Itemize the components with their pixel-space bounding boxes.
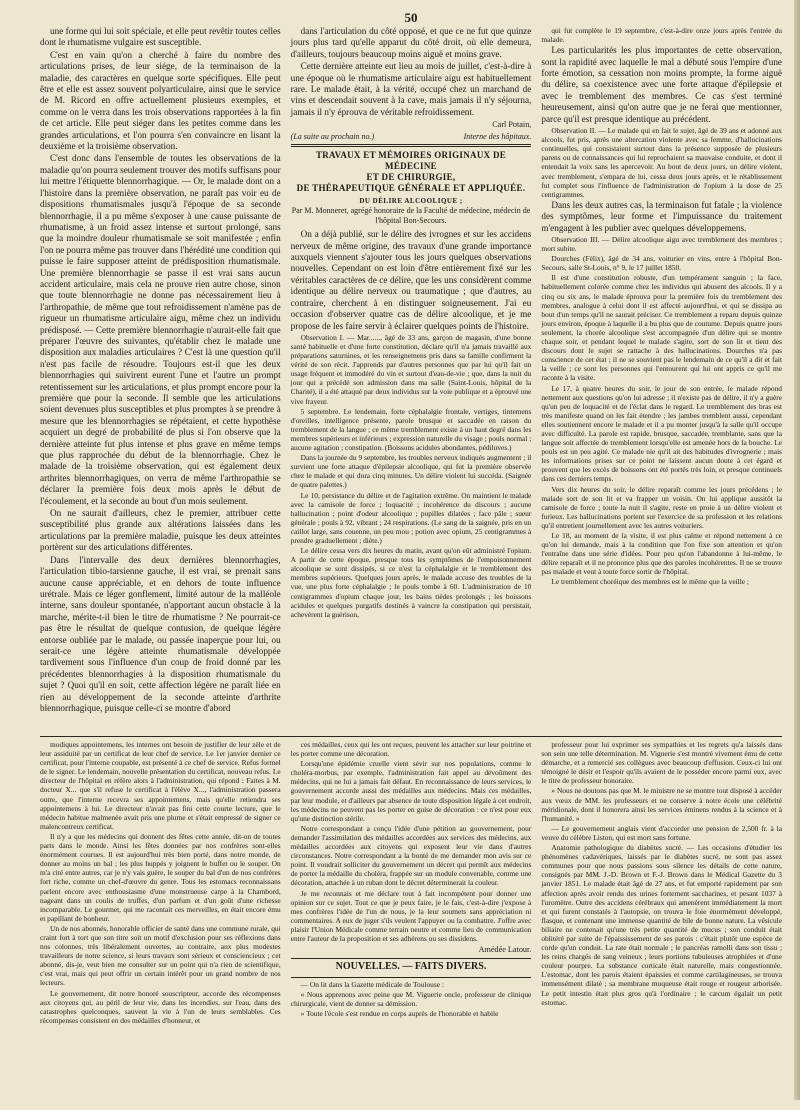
col2-top-text — [291, 26, 532, 118]
article-title: DU DÉLIRE ALCOOLIQUE ; — [359, 197, 463, 206]
paragraph: « Nous apprenons avec peine que M. Viguerie oncle, professeur de clinique chirurgicale, vient de donner sa démission. — [290, 990, 532, 1009]
paragraph: Les particularités les plus importantes de cette observation, sont la rapidité avec laquelle le mal a débuté sous l'empire d'une forte émotion, sa cessation non moins prompte, la forme aiguë du délire, sa coexistence avec une forte attaque d'épilepsie et avec le tremblement des membres. Ce cas s'est terminé heureusement, ainsi qu'on autre que je ne ferai que mentionner, parce qu'il est presque identique au précédent. — [541, 45, 782, 124]
paragraph: On a déjà publié, sur le délire des ivrognes et sur les accidens nerveux de même origine, des travaux d'une grande importance auxquels viennent s'ajouter tous les jours quelques observations nouvelles. Cependant on est loin d'être entièrement fixé sur les véritables caractères de ce délire, que les uns considèrent comme identique au délire nerveux ou traumatique ; que d'autres, au contraire, cherchent à en distinguer soigneusement. J'ai eu occasion d'observer quatre cas de délire alcoolique, et je me propose de les faire servir à éclairer quelques points de l'histoire. — [290, 229, 532, 331]
col3-text-c — [541, 126, 782, 199]
paragraph: Le 18, au moment de la visite, il est plus calme et répond nettement à ce qu'on lui demande, mais à la condition que l'on fixe son attention et qu'on l'entraîne dans une série d'idées. Pour peu qu'on l'abandonne à lui-même, le délire reparaît et il ne prononce plus que des paroles incohérentes. Il ne se trouve pas malade et veut à toute force sortir de l'hôpital. — [541, 531, 782, 577]
paragraph: Dans la journée du 9 septembre, les troubles nerveux indiqués augmentent ; il survient une forte attaque d'épilepsie alcoolique, qui fut la première observée chez le malade et qui dura cinq minutes. Un délire violent lui succéda. (Saignée de quatre palettes.) — [290, 453, 532, 490]
paragraph: professeur pour lui exprimer ses sympathies et les regrets qu'a laissés dans son sein une telle détermination. M. Viguerie s'est montré vivement ému de cette démarche, et a remercié ses collègues avec beaucoup d'effusion. Ceux-ci lui ont témoigné le désir et l'espoir qu'ils avaient de le posséder encore parmi eux, avec le titre de professeur honoraire. — [541, 740, 782, 786]
paragraph: » Nous ne doutons pas que M. le ministre ne se montre tout disposé à accéder aux vœux de MM. les professeurs et ne conserve à notre école une célébrité méridionale, dont il honorera ainsi les services éminens rendus à la science et à l'humanité. » — [541, 786, 782, 823]
paragraph: Je me reconnais et me déclare tout à fait incompétent pour donner une opinion sur ce sujet. Tout ce que je peux faire, je le fais, c'est-à-dire j'expose à mes confrères l'idée de l'un de nous, je la leur soumets sans appréciation ni commentaires. A eux de juger s'ils veulent l'appuyer ou la combattre. J'offre avec plaisir l'Union Médicale comme terrain neutre et comme lieu de communication entre l'auteur de la proposition et ses adhérens ou ses dissidens. — [290, 888, 532, 943]
col3-text-e — [541, 235, 782, 587]
paragraph: modiques appointemens, les internes ont besoin de justifier de leur zèle et de leur assiduité par un certificat de leur chef de service. Le 1er janvier dernier ce certificat, pour l'interne coupable, est présenté à ce chef de service. Refus formel de le signer. Le lendemain, nouvelle présentation du certificat, nouveau refus. Le directeur de l'hôpital en réfère alors à l'administration, qui répond : Faites à M. docteur X... que s'il refuse le certificat à l'élève X..., l'administration passera outre, que l'interne recevra ses appointemens, mais qu'elle retiendra ses appointemens à lui. Le directeur n'avait pas fini cette courte lecture, que le médecin habitue malmenée avait pris une plume et s'était empressé de signer ce malencontreux certificat. — [40, 740, 281, 831]
paragraph: — Le gouvernement anglais vient d'accorder une pension de 2,500 fr. à la veuve du célèbre Liston, qui est mort sans fortune. — [541, 823, 782, 842]
section-title-3: DE THÉRAPEUTIQUE GÉNÉRALE ET APPLIQUÉE. — [296, 183, 526, 194]
page-number: 50 — [404, 10, 418, 25]
news-divider-2 — [291, 977, 532, 978]
paragraph: C'est donc dans l'ensemble de toutes les observations de la maladie qu'on pourra seulement trouver des motifs suffisans pour lui mettre l'étiquette blennorrhagique. — Or, le malade dont on a l'histoire dans la première observation, ne paraît pas voir eu de dispositions rhumatismales jusqu'à l'époque de sa seconde blennorrhagie, il a pu même s'exposer à une cause puissante de rhumatisme, à un froid assez intense et surtout prolongé, sans que la moindre douleur rhumatismale se soit manifestée ; enfin l'on ne pourra même pas trouver dans l'hérédité une condition qui puisse le faire supposer atteint de prédisposition rhumatismale. Une première blennorrhagie se passe il est vrai sans aucun accident articulaire, mais cela ne prouve rien autre chose, sinon que toute blennorrhagie ne donne pas nécessairement lieu à l'arthropathie, de même que tout refroidissement n'amène pas de rigueur un rhumatisme articulaire aigu, même chez un individu prédisposé. — Cette première blennorrhagie n'aurait-elle fait que préparer l'œuvre des suivantes, qu'établir chez le malade une disposition aux maladies articulaires ? C'est là une question qu'il n'est pas facile de résoudre. Toujours est-il que les deux blennorrhagies qui suivirent eurent l'une et l'autre un prompt retentissement sur les articulations, et plus prompt encore pour la première que pour la seconde. Il semble que les articulations soient devenues plus susceptibles et plus promptes à se prendre à mesure que les blennorrhagies se répétaient, et cette hypothèse acquiert un degré de probabilité de plus si l'on observe que la dernière atteinte fut plus intense et plus grave en même temps que plus rapprochée du début de la blennorrhagie. Chez le malade de la troisième observation, qui est également deux arthrites blennorrhagiques, on verra de même l'arthropathie se déclarer la première fois deux mois après le début de l'écoulement, et la seconde au bout d'un mois seulement. — [40, 153, 281, 506]
section-divider — [291, 144, 532, 147]
paragraph: Notre correspondant a conçu l'idée d'une pétition au gouvernement, pour demander l'assimilation des médailles accordées aux services des médecins, aux médailles accordées aux citoyens qui exposent leur vie dans d'autres circonstances. Notre correspondant a la bonté de me demander mon avis sur ce point. Il voudrait solliciter du gouvernement un décret qui permît aux médecins de porter la médaille du choléra, frappée sur un module convenable, comme une décoration, attachée à un ruban dont le décret déterminerait la couleur. — [290, 823, 532, 888]
bottom-column-2 — [291, 740, 532, 1110]
paragraph: Le 10, persistance du délire et de l'agitation extrême. On maintient le malade avec la camisole de force ; loquacité ; incohérence du discours ; aucune hallucination ; point d'odeur alcoolique ; pupilles dilatées ; face pâle ; sueur générale ; pouls à 92, vibrant ; 24 respirations. (Le sang de la saignée, pris en un caillot large, sans couenne, un peu mou ; potion avec opium, 25 centigrammes à prendre graduellement ; diète.) — [290, 490, 532, 545]
article-byline: Par M. Monneret, agrégé honoraire de la Faculté de médecine, médecin de l'hôpital Bon-Secours. — [291, 206, 531, 226]
paragraph: Il n'y a que les médecins qui donnent des fêtes cette année, dit-on de toutes parts dans le monde. Ainsi les fêtes données par nos confrères sont-elles énormément courues. Il est aujourd'hui très bien porté, dans notre monde, de donner au moins un bal ; les plus huppés y joignent le buffet ou le souper. On m'a cité entre autres, car je n'y vais guère, le souper du bal d'un de nos confrères fort riche, comme un chef-d'œuvre du genre. Tous les estomacs reconnaissans parlent encore avec enthousiasme d'une monstrueuse carpe à la Chambord, nageant dans un coulis de truffes, d'un parfum et d'un goût d'une richesse incomparable. Le gourmet, qui me racontait ces merveilles, en était encore ému et papillant de bonheur. — [40, 831, 281, 923]
paragraph: Dans l'intervalle des deux dernières blennorrhagies, l'articulation tibio-tarsienne gauche, il est vrai, se prenait sans aucune cause appréciable, et en dehors de toute influence urétrale. Mais ce léger gonflement, limité autour de la malléole interne, sans douleur spontanée, n'apportant aucun obstacle à la marche, mérite-t-il bien le titre de rhumatisme ? Ne pourrait-ce pas être le résultat de quelque contusion, de quelque légère entorse oubliée par le malade, ou passée inaperçue pour lui, ou serait-ce une légère atteinte rhumatismale développée tardivement sous l'influence d'un coup de froid donné par les précédentes blennorrhagies à la disposition rhumatismale du sujet ? Quoi qu'il en soit, cette affection légère ne paraît liée en rien au développement de la seconde atteinte d'arthrite blennorrhagique, puisque celle-ci se montre d'abord — [40, 554, 281, 713]
paragraph: Vers dix heures du soir, le délire reparaît comme les jours précédens ; le malade sort de son lit et va frapper un voisin. On lui applique aussitôt la camisole de force ; toute la nuit il s'agite, reste en proie à un délire violent et furieux. Les hallucinations portent sur l'exercice de sa profession et les relations qu'il entretient journellement avec les autres voituriers. — [541, 484, 782, 530]
col2-observation-text — [291, 333, 532, 619]
paragraph: Le tremblement choréique des membres est le même que la veille ; — [551, 577, 749, 587]
paragraph: Cette dernière atteinte eut lieu au mois de juillet, c'est-à-dire à une époque où le rhumatisme articulaire aigu est habituellement rare. Le malade était, à la vérité, occupé chez un marchand de vins et descendait souvent à la cave, mais jamais il n'y séjourna, jamais il n'y éprouva de véritable refroidissement. — [290, 61, 532, 117]
suite-note: (La suite au prochain no.) — [290, 132, 375, 142]
paragraph: — On lit dans la Gazette médicale de Toulouse : — [300, 980, 444, 990]
paragraph: ces médailles, ceux qui les ont reçues, peuvent les attacher sur leur poitrine et les porter comme une décoration. — [290, 740, 532, 759]
col2-body-text — [291, 229, 532, 332]
column-3 — [541, 26, 782, 734]
paragraph: Il est d'une constitution robuste, d'un tempérament sanguin ; la face, habituellement colorée comme chez les individus qui abusent des alcools. Il y a cinq ou six ans, le malade éprouva pour la première fois du tremblement des membres, analogue à celui dont il est affecté aujourd'hui, et qui se dissipa au bout d'un temps qu'il ne saurait préciser. Ce tremblement a reparu depuis quinze jours environ, époque à laquelle il a bu plus que de coutume. Depuis quatre jours seulement, la chorée alcoolique s'est accompagnée d'un délire qui se montre chaque soir, et pendant lequel le malade s'agite, sort de son lit et tient des discours dont le sujet se rattache à des hallucinations. Dourches n'a pas conscience de cet état ; il ne se souvient pas le lendemain de ce qu'il a dit et fait la veille ; ce sont les personnes qui l'entourent qui lui ont appris ce qu'il me raconte à la visite. — [541, 273, 782, 383]
col3-text-b — [541, 45, 782, 125]
paragraph: Observation II. — Le malade qui en fait le sujet, âgé de 39 ans et adonné aux alcools, fut pris, après une altercation violente avec sa femme, d'hallucinations continuelles, qui consistaient surtout dans la présence supposée de plusieurs parens ou de connaissances qui lui reprochaient sa mauvaise conduite, et dont il entendait la voix sans les apercevoir. Au bout de deux jours, un délire violent, avec tremblement, s'empara de lui, cessa deux jours après, et le rétablissement fut complet sous l'influence de l'administration de l'opium à la dose de 25 centigrammes. — [541, 126, 782, 199]
paragraph: On ne saurait d'ailleurs, chez le premier, attribuer cette susceptibilité plus grande aux altérations laissées dans les articulations par la première maladie, puisque les deux atteintes portèrent sur des articulations différentes. — [40, 508, 281, 553]
paragraph: qui fut complète le 19 septembre, c'est-à-dire onze jours après l'entrée du malade. — [541, 26, 782, 45]
column-1 — [40, 26, 281, 734]
paragraph: 5 septembre. Le lendemain, forte céphalalgie frontale, vertiges, tintemens d'oreilles, intelligence présente, parole brusque et saccadée en raison du tremblement de la langue ; ce même tremblement existe à un haut degré dans les membres supérieurs et inférieurs ; expression naturelle du visage ; pouls normal ; aucune agitation ; constipation. (Boissons acidules abondantes, pédiluves.) — [290, 406, 532, 453]
col3-text-a — [541, 26, 782, 44]
paragraph: Le 17, à quatre heures du soir, le jour de son entrée, le malade répond nettement aux questions qu'on lui adresse ; il n'existe pas de délire, il n'y a guère qu'un peu de loquacité et de l'éclat dans le regard. Le tremblement des bras est très manifeste quand on les fait étendre ; les jambes tremblent aussi, cependant elles soutiennent encore le malade et il a pu monter jusqu'à la salle qu'il occupe avec difficulté. La parole est rapide, brusque, saccadée, tremblante, sans que la langue soit affectée de tremblement lorsqu'elle est amenée hors de la bouche. Le pouls est un peu agité. Ce malade nie qu'il ait des habitudes d'ivrognerie ; mais les informations prises sur ce point ne laissent aucun doute à cet égard et prouvent que les excès de boissons ont été portés très loin, et presque continuels dans ces derniers temps. — [541, 383, 782, 484]
paragraph: C'est en vain qu'on a cherché à faire du nombre des articulations prises, de leur siége, de la terminaison de la maladie, des caractères en quelque sorte spécifiques. Elle peut être et elle est assez souvent polyarticulaire, ainsi que le service de M. Ricord en offre actuellement plusieurs exemples, et comme on le verra dans les trois observations rapportées à la fin de cet article. Elle peut siéger dans les petites comme dans les grandes articulations, et l'on pourra s'en convaincre en lisant la deuxième et la troisième observation. — [40, 49, 281, 152]
section-title-2: ET DE CHIRURGIE, — [366, 172, 456, 183]
bottom-col1-text — [40, 740, 281, 1025]
col1-text — [40, 26, 281, 714]
column-2 — [291, 26, 532, 734]
paragraph: une forme qui lui soit spéciale, et elle peut revêtir toutes celles dont le rhumatisme vulgaire est susceptible. — [40, 26, 281, 48]
page-edge — [794, 0, 800, 1100]
feuilleton-columns — [40, 736, 782, 1110]
paragraph: Un de nos abonnés, honorable officier de santé dans une commune rurale, qui craint fort à tort que son titre soit un motif d'exclusion pour ses réflexions dans nos colonnes, très libéralement ouvertes, au contraire, aux plus modestes travailleurs de notre science, si leurs travaux sont sérieux et consciencieux ; cet abonné, dis-je, veut bien me consulter sur un point qui n'a rien de scientifique, c'est vrai, mais qui peut offrir un certain intérêt pour un grand nombre de nos lecteurs. — [40, 923, 281, 988]
paragraph: Lorsqu'une épidémie cruelle vient sévir sur nos populations, comme le choléra-morbus, par exemple, l'administration fait appel au dévoûment des médecins, qui ne lui a jamais fait défaut. En reconnaissance de leurs services, le gouvernement accorde aussi des médailles aux médecins. Mais ces médailles, par leur module, et d'ailleurs par absence de toute disposition légale à cet endroit, les médecins ne peuvent pas les porter en guise de décoration : ce n'est pour eux qu'une distinction stérile. — [290, 759, 532, 823]
section-title-1: TRAVAUX ET MÉMOIRES ORIGINAUX DE MÉDECINE — [315, 150, 507, 172]
bottom-col3-text — [541, 740, 782, 1007]
bottom-col2-news — [291, 980, 532, 1018]
paragraph: Le gouvernement, dit notre honoré souscripteur, accorde des récompenses aux citoyens qui, au péril de leur vie, dans les incendies, sur l'eau, dans des catastrophes quelconques, sauvent la vie à l'un de leurs semblables. Ces récompenses consistent en des médailles d'honneur, et — [40, 988, 281, 1025]
paragraph: Anatomie pathologique du diabètes sucré. — Les occasions d'étudier les phénomènes cadavériques, laissés par le diabètes sucré, ne sont pas assez communes pour que nous passions sous silence les détails de cette nature, consignés par MM. J.-D. Brown et F.-J. Brown dans le Médical Gazette du 3 janvier 1851. Le malade était âgé de 27 ans, et fut emporté rapidement par son affection après avoir rendu des urines fortement saccharines, et pesant 1037 à l'uromètre. Outre des accidens cérébraux qui amenèrent immédiatement la mort et qui furent constatés à l'autopsie, on trouva le foie énormément développé, flasque, et contenant une immense quantité de bile de bonne nature. La vésicule biliaire ne contenait qu'une très petite quantité de mucus ; son conduit était oblitéré par suite de l'épaississement de ses parois : c'était plutôt une espèce de corde qu'un conduit. La rate était normale ; le pancréas ramolli dans son tissu ; les reins chargés de sang veineux ; leurs portions tubuleuses atrophiées et d'une couleur pourpre. La substance corticale était naturelle, mais congestionnée. L'estomac, dont les parois étaient épaissies et comme cartilagineuses, se trouva immensément dilaté ; sa membrane muqueuse était rouge et rougeur arborisée. Le petit intestin était plus gros qu'à l'ordinaire ; le cæcum égalait un petit estomac. — [541, 843, 782, 1007]
news-title: NOUVELLES. — FAITS DIVERS. — [335, 961, 487, 973]
paragraph: Le délire cessa vers dix heures du matin, avant qu'on eût administré l'opium. A partir de cette époque, presque tous les symptômes de l'empoisonnement alcoolique se sont dissipés, si ce n'est la céphalalgie et le tremblement des membres supérieurs. Quelques jours après, le malade accuse des troubles de la vue, une plus forte céphalalgie ; le pouls tombe à 60. L'administration de 10 centigrammes d'opium chaque jour, les bains tièdes prolongés ; les boissons acidules et quelques purgatifs destinés à vaincre la constipation qui persistait, achevèrent la guérison, — [290, 546, 532, 619]
signature-line — [291, 132, 532, 141]
paragraph: dans l'articulation du côté opposé, et que ce ne fut que quinze jours plus tard qu'elle apparut du côté droit, où elle demeura, d'ailleurs, toujours beaucoup moins aiguë et moins grave. — [290, 26, 532, 59]
paragraph: Dourches (Félix), âgé de 34 ans, voiturier en vins, entre à l'hôpital Bon-Secours, salle St-Louis, n° 9, le 17 juillet 1850. — [541, 254, 782, 273]
paragraph: » Toute l'école s'est rendue en corps auprès de l'honorable et habile — [300, 1009, 499, 1019]
bottom-column-1 — [40, 740, 281, 1110]
bottom-column-3 — [541, 740, 782, 1110]
signature-latour: Amédée Latour. — [478, 945, 532, 955]
bottom-col2-text — [291, 740, 532, 943]
author-title: Interne des hôpitaux. — [463, 132, 532, 142]
paragraph: Observation III. — Délire alcoolique aigu avec tremblement des membres ; mort subite. — [541, 235, 782, 254]
paragraph: Dans les deux autres cas, la terminaison fut fatale ; la violence des symptômes, leur forme et l'impuissance du traitement m'engagent à les publier avec quelques développemens. — [541, 199, 782, 233]
paragraph: Observation I. — Mar......, âgé de 33 ans, garçon de magasin, d'une bonne santé habituelle et d'une forte constitution, déclare qu'il n'a jamais travaillé aux préparations saturnines, et les renseignemens pris dans sa famille confirment la vérité de son récit. J'apprends par d'autres personnes que par lui qu'il fait un usage fréquent et immodéré du vin et surtout d'eau-de-vie ; que, dans la nuit du jour qui a précédé son admission dans ma salle (Saint-Louis, hôpital de la Charité), il a été attaqué par deux individus sur la voie publique et a éprouvé une vive frayeur. — [290, 332, 532, 406]
news-divider — [291, 958, 532, 959]
upper-columns — [40, 26, 782, 734]
col3-text-d — [541, 200, 782, 234]
signature-potain: Carl Potain, — [492, 120, 532, 130]
